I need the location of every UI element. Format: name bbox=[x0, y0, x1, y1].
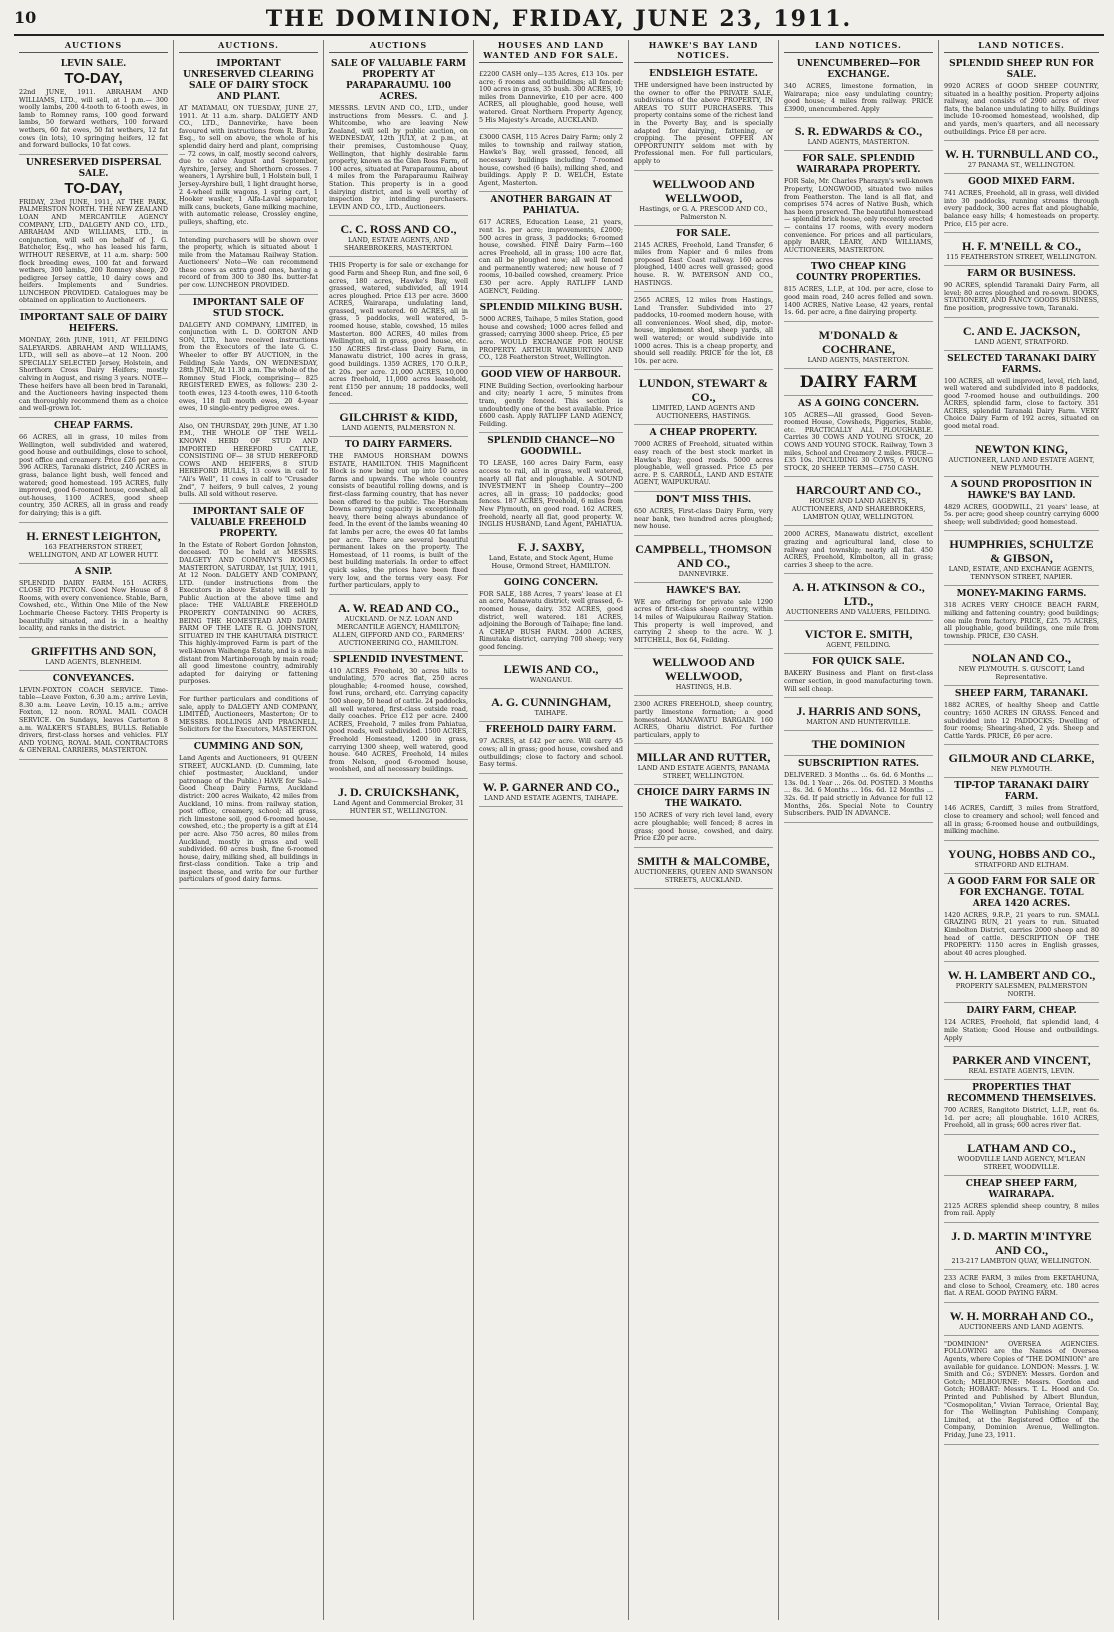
classified-ad bbox=[329, 216, 468, 257]
classified-ad bbox=[784, 698, 933, 731]
classified-ad bbox=[944, 1003, 1099, 1047]
newspaper-column bbox=[474, 40, 629, 1620]
classified-ad bbox=[19, 418, 168, 523]
ad-body: 22nd JUNE, 1911. ABRAHAM AND WILLIAMS, LTD., will sell, at 1 p.m.— 300 woolly lambs, 200 4-tooth to 6-tooth ewes, in lamb to Romney rams, 100 good forward lambs, 50 forward wethers, 100 forward wethers, 60 fat ewes, 50 fat wethers, 12 fat cows (in lots), 10 springing heifers, 12 fat and forward bullocks, 10 fat cows. bbox=[19, 88, 168, 150]
classified-ad bbox=[944, 1223, 1099, 1270]
ad-title: AS A GOING CONCERN. bbox=[797, 398, 920, 409]
advertiser-address: DANNEVIRKE. bbox=[678, 569, 729, 578]
classified-ad bbox=[19, 523, 168, 564]
advertiser-name: S. R. EDWARDS & CO., bbox=[794, 124, 923, 139]
advertiser-name: H. F. M'NEILL & CO., bbox=[962, 239, 1081, 254]
ad-title: TWO CHEAP KING COUNTRY PROPERTIES. bbox=[796, 262, 921, 284]
advertiser-address: PROPERTY SALESMEN, PALMERSTON NORTH. bbox=[955, 982, 1088, 999]
ad-title: A SNIP. bbox=[74, 566, 113, 577]
masthead bbox=[14, 4, 1104, 36]
advertiser-address: LIMITED, LAND AGENTS AND AUCTIONEERS, HASTINGS. bbox=[651, 404, 756, 421]
page-title: THE DOMINION, FRIDAY, JUNE 23, 1911. bbox=[265, 6, 853, 32]
classified-ad bbox=[784, 118, 933, 151]
classified-ad bbox=[479, 656, 623, 689]
ad-body: £3000 CASH, 115 Acres Dairy Farm; only 2 miles to township and railway station, Hawke's Bay, well grassed, fenced, all necessary buildings including 7-roomed house, cowshed (6 bails), milking shed, and buildings. Apply P. D. WELCH, Estate Agent, Masterton. bbox=[479, 133, 623, 187]
ad-title: CHEAP SHEEP FARM, WAIRARAPA. bbox=[965, 1178, 1078, 1200]
ad-title: DON'T MISS THIS. bbox=[655, 495, 752, 505]
advertiser-address: 213-217 LAMBTON QUAY, WELLINGTON. bbox=[951, 1257, 1092, 1266]
newspaper-column bbox=[14, 40, 174, 1620]
advertiser-address: NEW PLYMOUTH. bbox=[990, 765, 1053, 774]
ad-title: SELECTED TARANAKI DAIRY FARMS. bbox=[947, 353, 1096, 375]
classified-ad bbox=[479, 367, 623, 434]
advertiser-name: SMITH & MALCOMBE, bbox=[637, 853, 770, 868]
ad-title: GOOD VIEW OF HARBOUR. bbox=[480, 369, 621, 380]
ad-title: HAWKE'S BAY. bbox=[666, 585, 741, 596]
ad-body: 150 ACRES of very rich level land, every acre ploughable; well fenced; 8 acres in grass; good house, cowshed, and dairy. Price £20 per acre. bbox=[634, 811, 773, 843]
ad-body: DELIVERED. 3 Months ... 6s. 6d. 6 Months ... 13s. 0d. 1 Year ... 26s. 0d. POSTED. 3 Months ... 8s. 3d. 6 Months ... 16s. 6d. 12 Months ... 32s. 6d. If paid strictly in Advance for full 12 Months, 26s. Special Note to Country Subscribers. PAID IN ADVANCE. bbox=[784, 771, 933, 818]
classified-ad bbox=[944, 1047, 1099, 1080]
ad-body: AT MATAMAU, ON TUESDAY, JUNE 27, 1911. At 11 a.m. sharp. DALGETY AND CO., LTD., Dannevirke, have been favoured with instructions from R. Burke, Esq., to sell on above, the whole of his splendid dairy herd and plant, comprising— 72 cows, in calf, mostly second calvers, due to calve August and September, Ayrshire, Jersey, and Shorthorn crosses. 7 weaners, 1 Ayrshire bull, 1 Holstein bull, 1 Jersey-Ayrshire bull, 1 light draught horse, 2 4-wheel milk wagons, 1 spring cart, 1 Hooker washer, 1 Alfa-Laval separator, milk cans, buckets, Gane milking machine, with automatic release, Crossley engine, pulleys, shafting, etc. bbox=[179, 104, 318, 226]
ad-title: ANOTHER BARGAIN AT PAHIATUA. bbox=[490, 195, 612, 217]
ad-body: FOR SALE, 188 Acres, 7 years' lease at £1 an acre, Manawatu district; well grassed, 6-roomed house, dairy. 352 ACRES, good district, well watered. 181 ACRES, adjoining the Borough of Taihape; fine land. A CHEAP BUSH FARM. 2400 ACRES, Rimutaka district, carrying 700 sheep; very good fencing. bbox=[479, 589, 623, 651]
advertiser-name: J. HARRIS AND SONS, bbox=[796, 704, 921, 719]
ad-body: 741 ACRES, Freehold, all in grass, well divided into 30 paddocks, running streams through every paddock, 300 acres flat and ploughable, balance easy hills; 4 homesteads on property. Price, £15 per acre. bbox=[944, 189, 1099, 228]
advertiser-address: LAND, ESTATE, AND EXCHANGE AGENTS, TENNYSON STREET, NAPIER. bbox=[948, 565, 1095, 582]
classified-ad bbox=[634, 171, 773, 226]
classified-ad bbox=[479, 575, 623, 657]
advertiser-address: WOODVILLE LAND AGENCY, M'LEAN STREET, WOODVILLE. bbox=[957, 1154, 1086, 1171]
classified-ad bbox=[944, 1303, 1099, 1336]
classified-ad bbox=[944, 56, 1099, 141]
classified-ad bbox=[329, 652, 468, 779]
advertiser-address: HOUSE AND LAND AGENTS, AUCTIONEERS, AND SHAREBROKERS, LAMBTON QUAY, WELLINGTON. bbox=[791, 497, 926, 522]
classified-ad bbox=[634, 785, 773, 847]
ad-title: SUBSCRIPTION RATES. bbox=[797, 759, 920, 770]
classified-ad bbox=[784, 731, 933, 756]
classified-ad bbox=[179, 232, 318, 295]
ad-body: 650 ACRES, First-class Dairy Farm, very near bank, two hundred acres ploughed; new house. bbox=[634, 507, 773, 531]
advertiser-name: HUMPHRIES, SCHULTZE & GIBSON, bbox=[949, 537, 1094, 566]
column-heading: AUCTIONS bbox=[19, 40, 168, 53]
ad-title: FOR SALE. SPLENDID WAIRARAPA PROPERTY. bbox=[796, 154, 921, 176]
advertiser-name: WELLWOOD AND WELLWOOD, bbox=[652, 176, 755, 205]
advertiser-name: NEWTON KING, bbox=[975, 441, 1068, 456]
classified-ad bbox=[634, 536, 773, 583]
classified-ad bbox=[944, 141, 1099, 174]
ad-body: 2125 ACRES splendid sheep country, 8 miles from rail. Apply bbox=[944, 1201, 1099, 1218]
classified-ad bbox=[944, 1080, 1099, 1135]
ad-body: 100 ACRES, all well improved, level, rich land, well watered and subdivided into 8 paddocks, good 7-roomed house and outbuildings. 200 ACRES, splendid farm, close to factory. 351 ACRES, splendid Taranaki Dairy Farm. VERY Choice Dairy Farm of 192 acres, situated on good metal road. bbox=[944, 376, 1099, 431]
ad-body: 2000 ACRES, Manawatu district, excellent grazing and agricultural land, close to railway and township; nearly all flat. 450 ACRES, Freehold, Kimbolton, all in grass; carries 3 sheep to the acre. bbox=[784, 530, 933, 569]
classified-ad bbox=[634, 292, 773, 370]
ad-title: A SOUND PROPOSITION IN HAWKE'S BAY LAND. bbox=[950, 479, 1093, 501]
classified-ad bbox=[479, 689, 623, 722]
advertiser-name: J. D. MARTIN M'INTYRE AND CO., bbox=[951, 1229, 1092, 1258]
ad-title: A CHEAP PROPERTY. bbox=[649, 428, 758, 439]
advertiser-name: W. H. LAMBERT AND CO., bbox=[947, 968, 1096, 983]
ad-body: 617 ACRES, Education Lease, 21 years, rent 1s. per acre; improvements, £2000; 500 acres in grass, 3 paddocks; 6-roomed house, cowshed. FINE Dairy Farm—160 acres Freehold, all in grass; 100 acre flat, can all be ploughed now; all well fenced and permanently watered; new house of 7 rooms, 10-bailed cowshed, creamery. Price £30 per acre. Apply RATLIFF LAND AGENCY, Feilding. bbox=[479, 218, 623, 295]
ad-title: FOR QUICK SALE. bbox=[812, 657, 905, 668]
ad-title: GOING CONCERN. bbox=[503, 577, 599, 588]
advertiser-address: Hastings, or G. A. PRESCOD AND CO., Palmerston N. bbox=[639, 204, 768, 221]
newspaper-column bbox=[779, 40, 939, 1620]
classified-ad bbox=[479, 66, 623, 129]
classified-ad bbox=[634, 649, 773, 696]
classified-ad bbox=[329, 779, 468, 820]
classified-ad bbox=[784, 259, 933, 321]
classified-ad bbox=[179, 691, 318, 739]
ad-headline: TO-DAY, bbox=[64, 70, 123, 87]
advertiser-address: LAND AND ESTATE AGENTS, PANAMA STREET, WELLINGTON. bbox=[637, 764, 770, 781]
ad-title: ENDSLEIGH ESTATE. bbox=[649, 69, 758, 79]
classified-ad bbox=[944, 477, 1099, 532]
advertiser-name: A. G. CUNNINGHAM, bbox=[491, 695, 611, 710]
ad-body: WE are offering for private sale 1290 acres of first-class sheep country, within 14 miles of Waipukurau Railway Station. This property is well improved, and carrying 2 sheep to the acre. W. J. MITCHELL, Box 64, Feilding. bbox=[634, 597, 773, 644]
ad-body: 318 ACRES VERY CHOICE BEACH FARM, milking and fattening country; good buildings; one mile from factory. PRICE, £25. 75 ACRES, all ploughable, good buildings, one mile from township. PRICE, £30 CASH. bbox=[944, 601, 1099, 640]
classified-ad bbox=[479, 192, 623, 300]
classified-ad bbox=[944, 266, 1099, 317]
classified-ad bbox=[944, 436, 1099, 477]
classified-ad bbox=[784, 621, 933, 654]
ad-body: TO LEASE, 160 acres Dairy Farm, easy access to rail, all in grass, well watered, nearly all flat and ploughable. A SOUND INVESTMENT in Sheep Country—200 acres, all in grass; 10 paddocks; good fences. 187 ACRES, Freehold, 6 miles from New Plymouth, on good road. 162 ACRES, freehold, nearly all flat, good property. W. INGLIS HUSBAND, Land Agent, PAHIATUA. bbox=[479, 459, 623, 529]
ad-body: 233 ACRE FARM, 3 miles from EKETAHUNA, and close to School, Creamery, etc. 180 acres flat. A REAL GOOD PAYING FARM. bbox=[944, 1274, 1099, 1298]
classified-ad bbox=[784, 526, 933, 574]
advertiser-name: M'DONALD & COCHRANE, bbox=[818, 327, 899, 356]
advertiser-name: W. H. TURNBULL AND CO., bbox=[944, 147, 1099, 162]
ad-title: FARM OR BUSINESS. bbox=[967, 269, 1076, 280]
advertiser-name: PARKER AND VINCENT, bbox=[952, 1053, 1091, 1068]
advertiser-name: YOUNG, HOBBS AND CO., bbox=[947, 846, 1096, 861]
advertiser-address: 27 PANAMA ST., WELLINGTON. bbox=[967, 161, 1076, 170]
classified-ad bbox=[19, 638, 168, 671]
advertiser-name: LEWIS AND CO., bbox=[503, 662, 599, 677]
ad-body: 97 ACRES, at £42 per acre. Will carry 45 cows; all in grass; good house, cowshed and outbuildings; close to factory and school. Easy terms. bbox=[479, 737, 623, 769]
ad-headline: TO-DAY, bbox=[64, 179, 123, 197]
ad-body: DALGETY AND COMPANY, LIMITED, in conjunction with L. D. GORTON AND SON, LTD., have received instructions from the Executors of the late G. C. Wheeler to offer BY AUCTION, in the Feilding Sale Yards, ON WEDNESDAY, 28th JUNE, At 11.30 a.m. The whole of the Romney Stud Flock, comprising— 825 REGISTERED EWES, as follows: 230 2-tooth ewes, 123 4-tooth ewes, 110 6-tooth ewes, 118 full mouth ewes, 20 4-year ewes, 10 single-entry pedigree ewes. bbox=[179, 320, 318, 413]
classified-ad bbox=[479, 534, 623, 575]
ad-title: FOR SALE. bbox=[676, 228, 731, 239]
classified-ad bbox=[944, 1270, 1099, 1303]
classified-ad bbox=[944, 841, 1099, 874]
advertiser-name: H. ERNEST LEIGHTON, bbox=[26, 528, 161, 543]
ad-body: 1420 ACRES, 9.R.P., 21 years to run. SMALL GRAZING RUN, 21 years to run. Situated Kimbolton District, carries 2000 sheep and 80 head of cattle. DESCRIPTION OF THE PROPERTY: 1150 acres in English grasses, about 40 acres ploughed. bbox=[944, 910, 1099, 957]
ad-body: THE undersigned have been instructed by the owner to offer the PRIVATE SALE, subdivisions of the above PROPERTY, IN AREAS TO SUIT PURCHASERS. This property contains some of the richest land in the Poverty Bay, and is specially adapted for dairying, fattening, or cropping. The present OFFER AN OPPORTUNITY seldom met with by Professional men. For full particulars, apply to bbox=[634, 81, 773, 165]
classified-ad bbox=[784, 56, 933, 118]
classified-ad bbox=[634, 226, 773, 293]
ad-title: DAIRY FARM, CHEAP. bbox=[966, 1006, 1077, 1017]
classified-ad bbox=[784, 151, 933, 259]
advertiser-name: C. AND E. JACKSON, bbox=[962, 323, 1081, 338]
advertiser-name: LUNDON, STEWART & CO., bbox=[638, 376, 769, 405]
classified-ad bbox=[634, 370, 773, 425]
ad-body: Also, ON THURSDAY, 29th JUNE, AT 1.30 P.M., THE WHOLE OF THE WELL-KNOWN HERD OF STUD AND IMPORTED HEREFORD CATTLE, CONSISTING OF— 38 STUD HEREFORD COWS AND HEIFERS, 8 STUD HEREFORD BULLS, 13 cows in calf to "Ali's Well", 11 cows in calf to "Crusader 2nd", 7 heifers, 9 bull calves, 2 young bulls. All sold without reserve. bbox=[179, 421, 318, 499]
ad-title: IMPORTANT SALE OF DAIRY HEIFERS. bbox=[19, 313, 168, 335]
advertiser-name: CAMPBELL, THOMSON AND CO., bbox=[635, 541, 772, 570]
ad-body: 340 ACRES, limestone formation, in Wairarapa; nice easy undulating country; good house; 4 miles from railway. PRICE £3900, unencumbered. Apply bbox=[784, 82, 933, 113]
classified-ad bbox=[784, 654, 933, 698]
advertiser-name: A. W. READ AND CO., bbox=[338, 600, 459, 615]
ad-body: THIS Property is for sale or exchange for good Farm and Sheep Run, and fine soil, 6 acres, 180 acres, Hawke's Bay, well grassed, watered, subdivided, all 1914 acres ploughed. Price £13 per acre. 3600 ACRES, Wairarapa, undulating land, grassed, well watered. 60 ACRES, all in grass, 5 paddocks, well watered, 5-roomed house, stable, cowshed, 15 miles Masterton. 800 ACRES, 40 miles from Wellington, all in grass, good house, etc. 150 ACRES first-class Dairy Farm, in Manawatu district, 100 acres in grass, good buildings. 1359 ACRES, 170 O.R.P., at 20s. per acre. 21,000 ACRES, 10,000 acres freehold, 11,000 acres leasehold, rent £150 per annum; 18 paddocks, well fenced. bbox=[329, 261, 468, 399]
ad-body: 2145 ACRES, Freehold, Land Transfer, 6 miles from Napier and 6 miles from proposed East Coast railway. 160 acres ploughed, 1400 acres well grassed; good house. R. W. PATERSON AND CO., HASTINGS. bbox=[634, 240, 773, 287]
classified-ad bbox=[944, 1176, 1099, 1223]
ad-body: 9920 ACRES of GOOD SHEEP COUNTRY, situated in a healthy position. Property adjoins railway, and consists of 2900 acres of river flats, the balance undulating to hilly. Buildings include 10-roomed homestead, woolshed, dip and yards, men's quarters, and all necessary outbuildings. Price £8 per acre. bbox=[944, 82, 1099, 136]
classified-ad bbox=[634, 583, 773, 650]
classified-ad bbox=[784, 369, 933, 396]
advertiser-address: AUCTIONEERS, QUEEN AND SWANSON STREETS, AUCKLAND. bbox=[634, 867, 773, 884]
advertiser-address: Land, Estate, and Stock Agent, Hume House, Ormond Street, HAMILTON. bbox=[488, 553, 614, 570]
ad-body: 410 ACRES Freehold, 30 acres hills to undulating, 570 acres flat, 250 acres ploughable; 4-roomed house, cowshed, fowl runs, orchard, etc. Carrying capacity 500 sheep, 50 head of cattle. 24 paddocks, all well watered, first-class outside road, daily coaches. Price £12 per acre. 2400 ACRES, Freehold, 7 miles from Pahiatua, good roads, well subdivided. 1500 ACRES, Freehold Homestead, 1200 in grass, carrying 1300 sheep, well watered, good house. 640 ACRES, Freehold, 14 miles from Nelson, good 6-roomed house, woolshed, and all necessary buildings. bbox=[329, 666, 468, 774]
classified-ad bbox=[19, 310, 168, 418]
advertiser-address: LAND AND ESTATE AGENTS, TAIHAPE. bbox=[483, 793, 619, 802]
classified-ad bbox=[944, 1336, 1099, 1445]
ad-headline: DAIRY FARM bbox=[799, 371, 918, 391]
ad-body: 2565 ACRES, 12 miles from Hastings, Land Transfer. Subdivided into 27 paddocks, 10-roomed modern house, with all conveniences. Wool shed, dip, motor-house, implement shed, sheep yards, all well watered; or would subdivide into 1000 acres. This is a cheap property, and should sell readily. PRICE for the lot, £8 10s. per acre. bbox=[634, 296, 773, 365]
ad-title: CONVEYANCES. bbox=[52, 673, 135, 684]
classified-ad bbox=[944, 586, 1099, 645]
classified-ad bbox=[784, 756, 933, 823]
advertiser-name: W. H. MORRAH AND CO., bbox=[949, 1308, 1094, 1323]
column-heading: HAWKE'S BAY LAND NOTICES. bbox=[634, 40, 773, 63]
advertiser-address: 115 FEATHERSTON STREET, WELLINGTON. bbox=[946, 253, 1097, 262]
ad-title: IMPORTANT SALE OF VALUABLE FREEHOLD PROPERTY. bbox=[190, 506, 307, 539]
newspaper-column bbox=[174, 40, 324, 1620]
ad-body: 105 ACRES—All grassed, Good Seven-roomed House, Cowsheds, Piggeries, Stable, etc. PRACTICALLY ALL PLOUGHABLE. Carries 30 COWS AND YOUNG STOCK, 20 COWS AND YOUNG STOCK. Railway, Town 3 miles, School and Creamery 2 miles. PRICE—£35 10s. INCLUDING 30 COWS, 6 YOUNG STOCK, 20 SHEEP. TERMS—£750 CASH. bbox=[784, 410, 933, 472]
advertiser-name: C. C. ROSS AND CO., bbox=[340, 222, 457, 237]
advertiser-address: AUCTIONEERS AND VALUERS, FEILDING. bbox=[786, 608, 931, 617]
advertiser-address: LAND, ESTATE AGENTS, AND SHAREBROKERS, MASTERTON. bbox=[344, 236, 453, 253]
column-heading: LAND NOTICES. bbox=[944, 40, 1099, 53]
advertiser-address: LAND AGENT, STRATFORD. bbox=[974, 337, 1069, 346]
classified-ad bbox=[19, 56, 168, 155]
classified-ad bbox=[479, 129, 623, 192]
advertiser-address: AGENT, FEILDING. bbox=[826, 641, 891, 650]
ad-title: UNRESERVED DISPERSAL SALE. bbox=[25, 157, 162, 179]
ad-title: TIP-TOP TARANAKI DAIRY FARM. bbox=[954, 781, 1089, 803]
classified-ad bbox=[944, 233, 1099, 266]
ad-body: 124 ACRES, Freehold, flat splendid land, 4 mile Station; Good House and outbuildings. Apply bbox=[944, 1018, 1099, 1042]
ad-body: 815 ACRES, L.I.P., at 10d. per acre, close to good main road, 240 acres felled and sown. 1400 ACRES, Native Lease, 42 years, rental 1s. 6d. per acre, a fine dairying property. bbox=[784, 285, 933, 317]
advertiser-name: NOLAN AND CO., bbox=[972, 651, 1071, 666]
advertiser-name: MILLAR AND RUTTER, bbox=[636, 750, 771, 765]
classified-ad bbox=[179, 739, 318, 889]
ad-title: CHEAP FARMS. bbox=[53, 421, 133, 431]
classified-ad bbox=[179, 56, 318, 232]
classified-ad bbox=[179, 295, 318, 418]
ad-body: FRIDAY, 23rd JUNE, 1911, AT THE PARK, PALMERSTON NORTH. THE NEW ZEALAND LOAN AND MERCANTILE AGENCY COMPANY, LTD., DALGETY AND CO., LTD., ABRAHAM AND WILLIAMS, LTD., in conjunction, will sell on behalf of J. G. Batchelor, Esq., who has leased his farm, WITHOUT RESERVE, at 11 a.m. sharp: 500 flock breeding ewes, 100 fat and forward wethers, 300 lambs, 200 Romney sheep, 20 pedigree Jersey cattle, 10 dairy cows and heifers. Implements and Sundries. LUNCHEON PROVIDED. Catalogues may be obtained on application to Auctioneers. bbox=[19, 197, 168, 305]
advertiser-address: AUCKLAND. Or N.Z. LOAN AND MERCANTILE AGENCY, HAMILTON; ALLEN, GIFFORD AND CO., FARMERS' AUCTIONEERING CO., HAMILTON. bbox=[332, 614, 465, 647]
classified-ad bbox=[479, 300, 623, 367]
newspaper-column bbox=[629, 40, 779, 1620]
ad-body: THE FAMOUS HORSHAM DOWNS ESTATE, HAMILTON. THIS Magnificent Block is now being cut up into 10 acres farms and upwards. The whole country consists of beautiful rolling downs, and is first-class farming country, that has never been offered to the public. The Horsham Downs carrying capacity is exceptionally heavy, there being always abundance of feed. In the event of the lambs weaning 40 fat lambs per acre, the ewes 40 fat lambs per acre. There are several beautiful permanent lakes on the property. The Homestead, of 11 rooms, is built of the best building materials. In order to effect quick sales, the prices have been fixed very low, and the terms very easy. For further particulars, apply to bbox=[329, 452, 468, 590]
ad-title: IMPORTANT UNRESERVED CLEARING SALE OF DAIRY STOCK AND PLANT. bbox=[183, 59, 314, 102]
ad-body: 90 ACRES, splendid Taranaki Dairy Farm, all level; 80 acres ploughed and re-sown. BOOKS, STATIONERY, AND FANCY GOODS BUSINESS, fine position, progressive town, Taranaki. bbox=[944, 281, 1099, 312]
advertiser-name: W. P. GARNER AND CO., bbox=[482, 779, 620, 794]
ad-title: FREEHOLD DAIRY FARM. bbox=[485, 725, 617, 736]
advertiser-address: LAND AGENTS, PALMERSTON N. bbox=[341, 424, 456, 432]
classified-ad bbox=[944, 531, 1099, 586]
ad-body: 66 ACRES, all in grass, 10 miles from Wellington, well subdivided and watered, good house and outbuildings, close to school, post office and creamery. Price £26 per acre. 396 ACRES, Taranaki district, 240 ACRES in grass, balance light bush, well fenced and watered; good homestead. 195 ACRES, fully improved, good 6-roomed house, cowshed, all out-houses, 1100 ACRES, good sheep country, 350 ACRES, all in grass and ready for dairying; this is a gift. bbox=[19, 433, 168, 517]
ad-title: SALE OF VALUABLE FARM PROPERTY AT PARAPARAUMU. 100 ACRES. bbox=[330, 59, 467, 102]
advertiser-address: LAND AGENTS, BLENHEIM. bbox=[45, 657, 142, 666]
classified-ad bbox=[634, 744, 773, 785]
classified-ad bbox=[179, 418, 318, 504]
classified-ad bbox=[944, 874, 1099, 963]
advertiser-address: LAND AGENTS, MASTERTON. bbox=[807, 138, 910, 147]
advertiser-name: J. D. CRUICKSHANK, bbox=[337, 785, 459, 799]
advertiser-address: WANGANUI. bbox=[529, 676, 573, 685]
column-heading: AUCTIONS bbox=[329, 40, 468, 53]
ad-title: IMPORTANT SALE OF STUD STOCK. bbox=[192, 297, 305, 319]
advertiser-name: F. J. SAXBY, bbox=[517, 539, 585, 554]
ad-body: MESSRS. LEVIN AND CO., LTD., under instructions from Messrs. C. and J. Whitcombe, who are leaving New Zealand, will sell by public auction, on WEDNESDAY, 12th JULY, at 2 p.m., at their premises, Customhouse Quay, Wellington, that highly desirable farm property, known as the Glen Ross Farm, of 100 acres, situated at Paraparaumu, about 4 miles from the Paraparaumu Railway Station. This property is in a good dairying district, and is well worthy of inspection by intending purchasers. LEVIN AND CO., LTD., Auctioneers. bbox=[329, 104, 468, 211]
newspaper-column bbox=[939, 40, 1104, 1620]
advertiser-address: NEW PLYMOUTH. S. GUSCOTT, Land Representative. bbox=[958, 665, 1085, 682]
classified-ad bbox=[944, 174, 1099, 233]
ad-body: BAKERY Business and Plant on first-class corner section, in good manufacturing town. Will sell cheap. bbox=[784, 669, 933, 693]
classified-ad bbox=[944, 1135, 1099, 1176]
advertiser-name: GILMOUR AND CLARKE, bbox=[948, 751, 1095, 766]
advertiser-address: AUCTIONEERS AND LAND AGENTS. bbox=[959, 1322, 1084, 1331]
classified-ad bbox=[944, 645, 1099, 686]
ad-title: UNENCUMBERED—FOR EXCHANGE. bbox=[796, 59, 921, 80]
classified-ad bbox=[634, 425, 773, 492]
ad-body: FOR Sale, Mr. Charles Pharazyn's well-known Property, LONGWOOD, situated two miles from Featherston. The land is all flat, and comprises 574 acres of Native Bush, which has been preserved. The beautiful homestead — splendid brick house, only recently erected — contains 17 rooms, with every modern convenience. For prices and all particulars, apply BARR, LEARY, AND WILLIAMS, AUCTIONEERS, MASTERTON. bbox=[784, 177, 933, 254]
ad-body: 7000 ACRES of Freehold, situated within easy reach of the best stock market in Hawke's Bay; good roads. 5000 acres ploughable, well grassed. Price £5 per acre. P. S. CARROLL, LAND AND ESTATE AGENT, WAIPUKURAU. bbox=[634, 440, 773, 487]
ad-body: SPLENDID DAIRY FARM. 151 ACRES, CLOSE TO PICTON. Good New House of 8 Rooms, with every convenience. Stable, Barn, Cowshed, etc., Within One Mile of the New Lochmarie Cheese Factory. THIS Property is beautifully situated, and is in a healthy locality, and ranks in the district. bbox=[19, 578, 168, 633]
ad-body: MONDAY, 26th JUNE, 1911, AT FEILDING SALEYARDS. ABRAHAM AND WILLIAMS, LTD., will sell as above—at 12 Noon. 200 SPECIALLY SELECTED Jersey, Holstein, and Shorthorn Cross Dairy Heifers; mostly calving in August, and rising 3 years. NOTE—These heifers have all been bred in Taranaki, and the Auctioneers having inspected them can thoroughly recommend them as a choice and well-grown lot. bbox=[19, 336, 168, 413]
classified-ad bbox=[634, 66, 773, 171]
ad-body: Intending purchasers will be shown over the property, which is situated about 1 mile from the Matamau Railway Station. Auctioneers' Note—We can recommend these cows as extra good ones, having a record of from 300 to 380 lbs. butter-fat per cow. LUNCHEON PROVIDED. bbox=[179, 235, 318, 290]
ad-title: SPLENDID MILKING BUSH. bbox=[479, 303, 623, 314]
ad-body: For further particulars and conditions of sale, apply to DALGETY AND COMPANY, LIMITED, Auctioneers, Masterton; Or to MESSRS. ROLLINGS AND PRAGNELL, Solicitors for the Executors, MASTERTON. bbox=[179, 695, 318, 734]
ad-headline: THE DOMINION bbox=[811, 737, 906, 752]
advertiser-address: Land Agent and Commercial Broker, 31 HUNTER ST., WELLINGTON. bbox=[333, 799, 464, 815]
ad-body: FINE Building Section, overlooking harbour and city; nearly 1 acre, 5 minutes from tram, gently fenced. This section is undoubtedly one of the best available. Price £600 cash. Apply RATLIFF LAND AGENCY, Feilding. bbox=[479, 381, 623, 428]
ad-body: In the Estate of Robert Gordon Johnston, deceased. TO be held at MESSRS. DALGETY AND COMPANY'S ROOMS, MASTERTON, SATURDAY, 1st JULY, 1911, At 12 Noon. DALGETY AND COMPANY, LTD. (under instructions from the Executors in above Estate) will sell by Public Auction at the above time and place: THE VALUABLE FREEHOLD PROPERTY CONTAINING 90 ACRES, BEING THE HOMESTEAD AND DAIRY FARM OF THE LATE R. G. JOHNSTON, SITUATED IN THE KAHUTARA DISTRICT. This highly-improved Farm is part of the well-known Waihenga Estate, and is a mile distant from Martinborough by main road; all good limestone country, admirably adapted for dairying or fattening purposes. bbox=[179, 540, 318, 686]
ad-body: 5000 ACRES, Taihape, 5 miles Station, good house and cowshed; 1000 acres felled and grassed; carrying 3000 sheep. Price, £5 per acre. WOULD EXCHANGE FOR HOUSE PROPERTY. ARTHUR WARBURTON AND CO., 128 Featherston Street, Wellington. bbox=[479, 315, 623, 362]
column-heading: LAND NOTICES. bbox=[784, 40, 933, 53]
classified-ad bbox=[329, 56, 468, 216]
advertiser-name: VICTOR E. SMITH, bbox=[804, 627, 913, 642]
ad-body: £2200 CASH only—135 Acres, £13 10s. per acre; 6 rooms and outbuildings; all fenced; 100 acres in grass, 35 bush. 300 ACRES, 10 miles from Dannevirke, £10 per acre. 400 ACRES, all ploughable, good house, well watered. Great Northern Property Agency, 5 His Majesty's Arcade, AUCKLAND. bbox=[479, 70, 623, 124]
ad-title: SPLENDID CHANCE—NO GOODWILL. bbox=[487, 436, 615, 458]
advertiser-name: A. H. ATKINSON & CO., LTD., bbox=[792, 580, 925, 609]
classified-ad bbox=[944, 318, 1099, 351]
classified-ad bbox=[19, 671, 168, 760]
classified-ad bbox=[179, 504, 318, 691]
classified-ad bbox=[944, 351, 1099, 436]
column-heading: AUCTIONS. bbox=[179, 40, 318, 53]
classified-ad bbox=[784, 322, 933, 369]
classified-ad bbox=[329, 404, 468, 437]
ad-title: MONEY-MAKING FARMS. bbox=[956, 589, 1087, 600]
advertiser-name: WELLWOOD AND WELLWOOD, bbox=[652, 655, 755, 684]
classified-ad bbox=[329, 437, 468, 595]
advertiser-name: GILCHRIST & KIDD, bbox=[339, 410, 458, 424]
ad-body: 1882 ACRES, of healthy Sheep and Cattle country; 1650 ACRES IN GRASS. Fenced and subdivided into 12 PADDOCKS; Dwelling of four rooms; Shearing-shed, 2 yds. Sheep and Cattle Yards. PRICE, £6 per acre. bbox=[944, 701, 1099, 740]
classified-ad bbox=[944, 778, 1099, 840]
advertiser-address: AUCTIONEER, LAND AND ESTATE AGENT, NEW PLYMOUTH. bbox=[948, 455, 1095, 472]
classified-ad bbox=[634, 696, 773, 744]
ad-title: LEVIN SALE. bbox=[60, 59, 127, 69]
ad-title: SPLENDID INVESTMENT. bbox=[333, 654, 464, 665]
advertiser-address: HASTINGS, H.B. bbox=[675, 683, 732, 692]
ad-title: PROPERTIES THAT RECOMMEND THEMSELVES. bbox=[946, 1083, 1097, 1105]
classified-ad bbox=[329, 257, 468, 404]
classified-ad bbox=[19, 155, 168, 310]
classified-ad bbox=[944, 962, 1099, 1003]
classified-ad bbox=[19, 564, 168, 638]
ad-body: Land Agents and Auctioneers, 91 QUEEN STREET, AUCKLAND. (D. Cumming, late chief postmaster, Auckland, under patronage of the Public.) HAVE for Sale—Good Cheap Dairy Farms, Auckland district: 200 acres Waikato, 42 miles from Auckland, 10 mins. from railway station, post office, creamery, school; all grass, rich limestone soil, good 6-roomed house, cowshed, etc.; the property is a gift at £14 per acre. Also 750 acres, 80 miles from Auckland, mostly in grass and well subdivided. 60 acres bush, fine 6-roomed house, dairy, milking shed, all buildings in first-class condition. Take a trip and inspect these, and write for our further particulars of good dairy farms. bbox=[179, 753, 318, 884]
ad-title: CUMMING AND SON, bbox=[193, 741, 304, 752]
ad-title: SHEEP FARM, TARANAKI. bbox=[954, 689, 1089, 700]
ad-body: 700 ACRES, Rangitoto District, L.I.P., rent 6s. 1d. per acre; all ploughable. 1610 ACRES, Freehold, all in grass; 600 acres river flat. bbox=[944, 1106, 1099, 1130]
classified-ad bbox=[479, 722, 623, 773]
advertiser-name: HARCOURT AND CO., bbox=[796, 483, 921, 498]
classified-ad bbox=[634, 492, 773, 536]
classified-ad bbox=[784, 396, 933, 478]
advertiser-address: TAIHAPE. bbox=[534, 709, 568, 718]
classified-ad bbox=[944, 686, 1099, 745]
advertiser-address: MARTON AND HUNTERVILLE. bbox=[806, 718, 911, 727]
ad-body: 2300 ACRES FREEHOLD, sheep country, partly limestone formation; a good homestead. MANAWATU BARGAIN. 160 ACRES, Ohariu district. For further particulars, apply to bbox=[634, 700, 773, 739]
ad-title: A GOOD FARM FOR SALE OR FOR EXCHANGE. TOTAL AREA 1420 ACRES. bbox=[947, 876, 1096, 909]
classified-ad bbox=[479, 433, 623, 533]
ad-title: TO DAIRY FARMERS. bbox=[344, 440, 453, 450]
ad-body: LEVIN-FOXTON COACH SERVICE. Time-table—Leave Foxton, 6.30 a.m.; arrive Levin, 8.30 a.m. Leave Levin, 10.15 a.m.; arrive Foxton, 12 noon. ROYAL MAIL COACH SERVICE. On Sundays, leaves Carterton 8 a.m. WALKER'S STABLES, BULLS. Reliable drivers, first-class horses and vehicles. FLY AND YOUNG, ROYAL MAIL CONTRACTORS & GENERAL CARRIERS, MASTERTON. bbox=[19, 685, 168, 755]
column-heading: HOUSES AND LAND WANTED AND FOR SALE. bbox=[479, 40, 623, 63]
classified-ad bbox=[784, 574, 933, 621]
classified-ad bbox=[479, 774, 623, 807]
page-number: 10 bbox=[14, 8, 37, 27]
ad-body: 4829 ACRES, GOODWILL, 21 years' lease, at 5s. per acre; good sheep country carrying 6000 sheep; well subdivided; good homestead. bbox=[944, 502, 1099, 526]
ad-title: SPLENDID SHEEP RUN FOR SALE. bbox=[949, 59, 1094, 80]
classified-ad bbox=[784, 477, 933, 526]
ad-body: 146 ACRES, Cardiff, 3 miles from Stratford, close to creamery and school; well fenced and all in grass; 6-roomed house and outbuildings, milking machine. bbox=[944, 804, 1099, 836]
advertiser-address: 163 FEATHERSTON STREET, WELLINGTON, AND AT LOWER HUTT. bbox=[28, 542, 159, 559]
advertiser-address: REAL ESTATE AGENTS, LEVIN. bbox=[968, 1067, 1075, 1076]
advertiser-name: GRIFFITHS AND SON, bbox=[30, 643, 157, 658]
newspaper-column bbox=[324, 40, 474, 1620]
classified-ad bbox=[329, 595, 468, 652]
ad-body: "DOMINION" OVERSEA AGENCIES. FOLLOWING are the Names of Oversea Agents, where Copies of "THE DOMINION" are available for guidance. LONDON: Messrs. J. W. Smith and Co.; SYDNEY: Messrs. Gordon and Gotch; MELBOURNE: Messrs. Gordon and Gotch; HOBART: Messrs. T. L. Hood and Co. Printed and Published by Albert Blundun, "Cosmopolitan," Vivian Terrace, Oriental Bay, for The Wellington Publishing Company, Limited, at the Registered Office of the Company, Dominion Avenue, Wellington. Friday, June 23, 1911. bbox=[944, 1339, 1099, 1439]
advertiser-address: STRATFORD AND ELTHAM. bbox=[974, 860, 1069, 869]
classified-ad bbox=[944, 745, 1099, 778]
classified-ad bbox=[634, 848, 773, 889]
advertiser-name: LATHAM AND CO., bbox=[967, 1140, 1076, 1155]
ad-title: GOOD MIXED FARM. bbox=[968, 177, 1075, 188]
ad-title: CHOICE DAIRY FARMS IN THE WAIKATO. bbox=[637, 788, 770, 810]
advertiser-address: LAND AGENTS, MASTERTON. bbox=[807, 355, 910, 364]
column-container bbox=[14, 40, 1104, 1620]
